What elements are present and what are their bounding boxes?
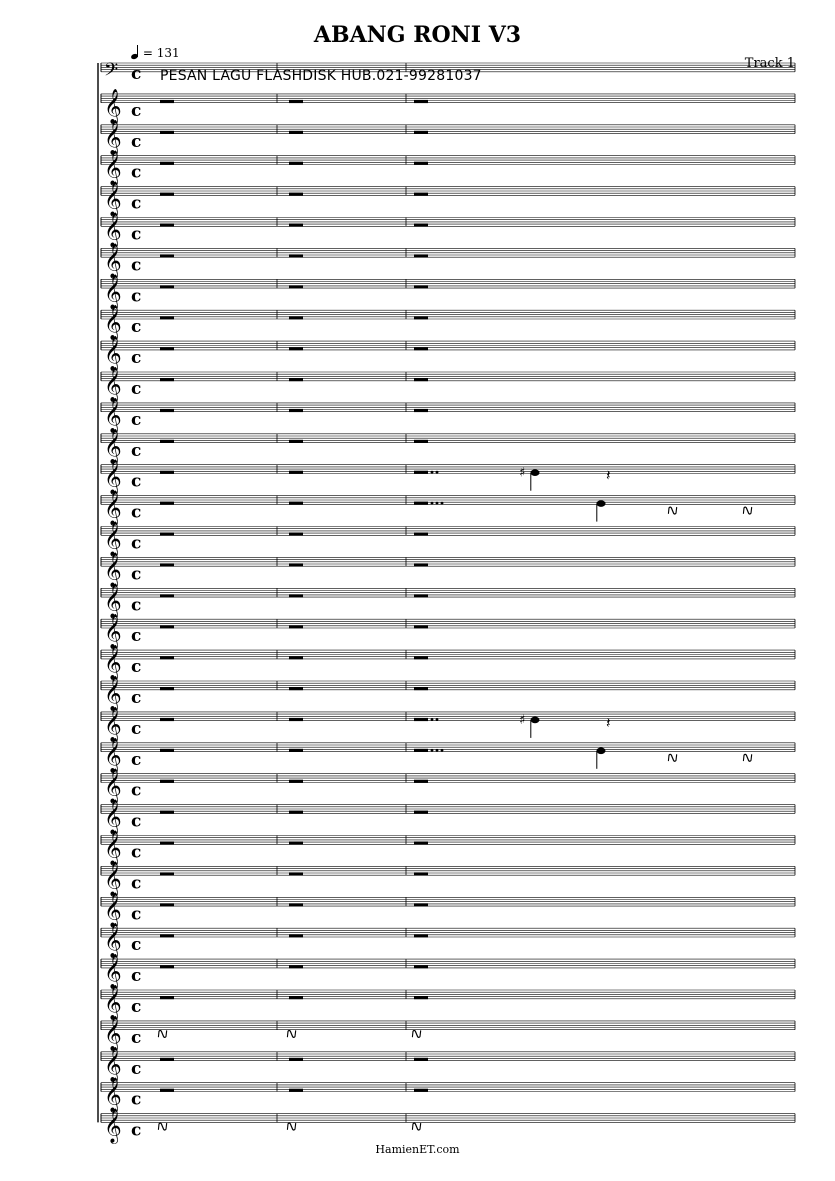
treble-clef-icon: 𝄞 xyxy=(104,799,122,835)
treble-clef-icon: 𝄞 xyxy=(104,305,122,341)
whole-rest-icon xyxy=(160,903,174,906)
time-signature-icon: c xyxy=(131,904,142,925)
rest-128th-icon: ☡ xyxy=(664,502,683,519)
staff xyxy=(101,707,795,743)
whole-rest-icon xyxy=(289,347,303,350)
staff xyxy=(101,398,795,434)
time-signature-icon: c xyxy=(131,749,142,770)
staff xyxy=(101,676,795,712)
whole-rest-icon xyxy=(289,502,303,505)
treble-clef-icon: 𝄞 xyxy=(104,552,122,588)
dot xyxy=(431,471,434,474)
whole-rest-icon xyxy=(414,378,428,381)
whole-rest-icon xyxy=(414,131,428,134)
staff xyxy=(101,892,795,928)
time-signature-icon: c xyxy=(131,502,142,523)
rest-128th-icon: ☡ xyxy=(154,1118,173,1135)
time-signature-icon: c xyxy=(131,162,142,183)
tempo-value: = 131 xyxy=(142,46,180,60)
treble-clef-icon: 𝄞 xyxy=(104,212,122,248)
whole-rest-icon xyxy=(160,718,174,721)
whole-rest-icon xyxy=(414,872,428,875)
whole-rest-icon xyxy=(160,254,174,257)
treble-clef-icon: 𝄞 xyxy=(104,521,122,557)
time-signature-icon: c xyxy=(131,564,142,585)
staff xyxy=(101,60,795,85)
time-signature-icon: c xyxy=(131,348,142,369)
staff xyxy=(101,336,795,372)
whole-rest-icon xyxy=(289,656,303,659)
staff xyxy=(101,614,795,650)
time-signature-icon: c xyxy=(131,440,142,461)
whole-rest-icon xyxy=(289,780,303,783)
time-signature-icon: c xyxy=(131,1120,142,1141)
staff xyxy=(101,831,795,867)
time-signature-icon: c xyxy=(131,811,142,832)
whole-rest-icon xyxy=(414,162,428,165)
time-signature-icon: c xyxy=(131,193,142,214)
rest-128th-icon: ☡ xyxy=(408,1026,427,1043)
whole-rest-icon xyxy=(160,285,174,288)
dot xyxy=(436,502,439,505)
treble-clef-icon: 𝄞 xyxy=(104,336,122,372)
treble-clef-icon: 𝄞 xyxy=(104,706,122,742)
staff xyxy=(101,151,795,187)
whole-rest-icon xyxy=(289,563,303,566)
treble-clef-icon: 𝄞 xyxy=(104,459,122,495)
treble-clef-icon: 𝄞 xyxy=(104,861,122,897)
whole-rest-icon xyxy=(414,533,428,536)
rest-128th-icon: ☡ xyxy=(154,1026,173,1043)
whole-rest-icon xyxy=(289,625,303,628)
staff xyxy=(101,243,795,279)
time-signature-icon: c xyxy=(131,966,142,987)
treble-clef-icon: 𝄞 xyxy=(104,954,122,990)
quarter-note-icon xyxy=(597,748,606,755)
track-label: Track 1 xyxy=(744,56,795,71)
treble-clef-icon: 𝄞 xyxy=(104,768,122,804)
time-signature-icon: c xyxy=(131,688,142,708)
whole-rest-icon xyxy=(289,718,303,721)
rest-128th-icon: ☡ xyxy=(283,1026,302,1043)
treble-clef-icon: 𝄞 xyxy=(104,985,122,1020)
whole-rest-icon xyxy=(289,872,303,875)
whole-rest-icon xyxy=(289,533,303,536)
staff xyxy=(101,1109,795,1145)
whole-rest-icon xyxy=(414,193,428,196)
time-signature-icon: c xyxy=(131,595,142,616)
whole-rest-icon xyxy=(414,316,428,319)
whole-rest-icon xyxy=(289,316,303,319)
staff xyxy=(101,1047,795,1083)
staff xyxy=(101,460,795,496)
treble-clef-icon: 𝄞 xyxy=(104,1046,122,1082)
whole-rest-icon xyxy=(160,224,174,227)
whole-rest-icon xyxy=(289,965,303,968)
whole-rest-icon xyxy=(289,162,303,165)
score-title: ABANG RONI V3 xyxy=(313,22,522,48)
rest-128th-icon: ☡ xyxy=(739,750,758,767)
dot xyxy=(441,749,444,752)
whole-rest-icon xyxy=(414,842,428,845)
whole-rest-icon xyxy=(289,224,303,227)
sharp-icon: ♯ xyxy=(519,712,526,728)
whole-rest-icon xyxy=(160,656,174,659)
whole-rest-icon xyxy=(414,625,428,628)
time-signature-icon: c xyxy=(131,131,142,152)
time-signature-icon: c xyxy=(131,873,142,894)
time-signature-icon: c xyxy=(131,317,142,338)
time-signature-icon: c xyxy=(131,533,142,554)
treble-clef-icon: 𝄞 xyxy=(104,892,122,928)
whole-rest-icon xyxy=(289,1058,303,1061)
quarter-note-icon xyxy=(531,717,540,724)
time-signature-icon: c xyxy=(131,842,142,863)
whole-rest-icon xyxy=(160,471,174,474)
whole-rest-icon xyxy=(160,440,174,443)
whole-rest-icon xyxy=(414,224,428,227)
dot xyxy=(431,502,434,505)
whole-rest-icon xyxy=(160,1089,174,1092)
whole-rest-icon xyxy=(289,471,303,474)
staff xyxy=(101,429,795,465)
staff xyxy=(101,552,795,588)
whole-rest-icon xyxy=(414,563,428,566)
staff xyxy=(101,645,795,681)
treble-clef-icon: 𝄞 xyxy=(104,1077,122,1113)
rest-128th-icon: ☡ xyxy=(739,502,758,519)
whole-rest-icon xyxy=(289,687,303,690)
time-signature-icon: c xyxy=(131,1058,142,1079)
whole-rest-icon xyxy=(414,811,428,814)
time-signature-icon: c xyxy=(131,718,142,739)
whole-rest-icon xyxy=(414,1089,428,1092)
time-signature-icon: c xyxy=(131,409,142,430)
staff xyxy=(101,923,795,959)
whole-rest-icon xyxy=(160,533,174,536)
whole-rest-icon xyxy=(289,1089,303,1092)
time-signature-icon: c xyxy=(131,255,142,276)
whole-rest-icon xyxy=(414,965,428,968)
whole-rest-icon xyxy=(414,471,428,474)
whole-rest-icon xyxy=(289,996,303,999)
staff xyxy=(101,367,795,403)
bass-clef-icon: 𝄢 xyxy=(104,60,119,85)
whole-rest-icon xyxy=(414,440,428,443)
whole-rest-icon xyxy=(160,996,174,999)
whole-rest-icon xyxy=(414,718,428,721)
whole-rest-icon xyxy=(414,903,428,906)
rest-128th-icon: ☡ xyxy=(408,1118,427,1135)
whole-rest-icon xyxy=(160,842,174,845)
whole-rest-icon xyxy=(414,687,428,690)
whole-rest-icon xyxy=(289,594,303,597)
time-signature-icon: c xyxy=(131,935,142,956)
staff xyxy=(101,800,795,836)
treble-clef-icon: 𝄞 xyxy=(104,614,122,650)
treble-clef-icon: 𝄞 xyxy=(104,923,122,959)
whole-rest-icon xyxy=(160,872,174,875)
whole-rest-icon xyxy=(289,811,303,814)
whole-rest-icon xyxy=(160,100,174,103)
whole-rest-icon xyxy=(289,100,303,103)
time-signature-icon: c xyxy=(131,471,142,492)
staff xyxy=(101,120,795,156)
whole-rest-icon xyxy=(414,656,428,659)
time-signature-icon: c xyxy=(131,224,142,245)
whole-rest-icon xyxy=(289,254,303,257)
whole-rest-icon xyxy=(289,193,303,196)
rest-128th-icon: ☡ xyxy=(664,750,683,767)
staff xyxy=(101,738,795,774)
treble-clef-icon: 𝄞 xyxy=(104,830,122,866)
quarter-note-icon xyxy=(531,469,540,476)
whole-rest-icon xyxy=(160,780,174,783)
whole-rest-icon xyxy=(289,285,303,288)
rest-128th-icon: ☡ xyxy=(283,1118,302,1135)
whole-rest-icon xyxy=(160,594,174,597)
whole-rest-icon xyxy=(160,193,174,196)
whole-rest-icon xyxy=(160,1058,174,1061)
staff xyxy=(101,985,795,1021)
sharp-icon: ♯ xyxy=(519,465,526,481)
whole-rest-icon xyxy=(414,347,428,350)
whole-rest-icon xyxy=(160,965,174,968)
score-subtitle: PESAN LAGU FLASHDISK HUB.021-99281037 xyxy=(160,68,482,84)
treble-clef-icon: 𝄞 xyxy=(104,490,122,526)
whole-rest-icon xyxy=(160,347,174,350)
staff xyxy=(101,769,795,805)
treble-clef-icon: 𝄞 xyxy=(104,645,122,681)
treble-clef-icon: 𝄞 xyxy=(104,583,122,619)
quarter-note-icon xyxy=(597,500,606,507)
treble-clef-icon: 𝄞 xyxy=(104,243,122,279)
whole-rest-icon xyxy=(160,316,174,319)
whole-rest-icon xyxy=(160,162,174,165)
whole-rest-icon xyxy=(414,285,428,288)
staff xyxy=(101,522,795,558)
whole-rest-icon xyxy=(160,131,174,134)
dot xyxy=(436,471,439,474)
staff xyxy=(101,861,795,897)
dot xyxy=(431,718,434,721)
quarter-rest-icon: 𝄽 xyxy=(606,466,611,485)
whole-rest-icon xyxy=(160,687,174,690)
staff xyxy=(101,954,795,990)
whole-rest-icon xyxy=(289,842,303,845)
whole-rest-icon xyxy=(160,625,174,628)
whole-rest-icon xyxy=(414,780,428,783)
whole-rest-icon xyxy=(160,811,174,814)
whole-rest-icon xyxy=(414,594,428,597)
whole-rest-icon xyxy=(414,254,428,257)
treble-clef-icon: 𝄞 xyxy=(104,1108,122,1144)
staff xyxy=(101,89,795,125)
whole-rest-icon xyxy=(414,502,428,505)
whole-rest-icon xyxy=(414,100,428,103)
treble-clef-icon: 𝄞 xyxy=(104,274,122,310)
staff xyxy=(101,305,795,341)
staff xyxy=(101,491,795,527)
treble-clef-icon: 𝄞 xyxy=(104,676,122,711)
treble-clef-icon: 𝄞 xyxy=(104,150,122,186)
treble-clef-icon: 𝄞 xyxy=(104,737,122,773)
whole-rest-icon xyxy=(289,409,303,412)
whole-rest-icon xyxy=(160,563,174,566)
whole-rest-icon xyxy=(160,378,174,381)
treble-clef-icon: 𝄞 xyxy=(104,1015,122,1051)
dot xyxy=(436,718,439,721)
treble-clef-icon: 𝄞 xyxy=(104,428,122,464)
time-signature-icon: c xyxy=(131,1027,142,1048)
dot xyxy=(441,502,444,505)
whole-rest-icon xyxy=(160,934,174,937)
staff xyxy=(101,274,795,310)
time-signature-icon: c xyxy=(131,997,142,1017)
time-signature-icon: c xyxy=(131,379,142,399)
whole-rest-icon xyxy=(289,749,303,752)
time-signature-icon: c xyxy=(131,286,142,307)
staff xyxy=(101,213,795,249)
whole-rest-icon xyxy=(414,409,428,412)
whole-rest-icon xyxy=(414,749,428,752)
whole-rest-icon xyxy=(414,996,428,999)
whole-rest-icon xyxy=(289,378,303,381)
whole-rest-icon xyxy=(414,1058,428,1061)
whole-rest-icon xyxy=(289,440,303,443)
treble-clef-icon: 𝄞 xyxy=(104,88,122,124)
staff xyxy=(101,182,795,218)
whole-rest-icon xyxy=(289,131,303,134)
staff xyxy=(101,1016,795,1052)
treble-clef-icon: 𝄞 xyxy=(104,367,122,402)
dot xyxy=(431,749,434,752)
footer-watermark: HamienET.com xyxy=(375,1143,460,1156)
time-signature-icon: c xyxy=(131,100,142,121)
quarter-rest-icon: 𝄽 xyxy=(606,713,611,732)
staff xyxy=(101,1078,795,1114)
whole-rest-icon xyxy=(160,409,174,412)
treble-clef-icon: 𝄞 xyxy=(104,119,122,155)
treble-clef-icon: 𝄞 xyxy=(104,397,122,433)
time-signature-icon: c xyxy=(131,1089,142,1110)
whole-rest-icon xyxy=(160,749,174,752)
whole-rest-icon xyxy=(414,934,428,937)
whole-rest-icon xyxy=(289,934,303,937)
staff xyxy=(101,583,795,619)
time-signature-icon: c xyxy=(131,626,142,647)
time-signature-icon: c xyxy=(131,780,142,801)
time-signature-icon: c xyxy=(131,657,142,678)
whole-rest-icon xyxy=(160,502,174,505)
time-signature-icon: c xyxy=(131,64,142,84)
whole-rest-icon xyxy=(289,903,303,906)
treble-clef-icon: 𝄞 xyxy=(104,181,122,217)
dot xyxy=(436,749,439,752)
